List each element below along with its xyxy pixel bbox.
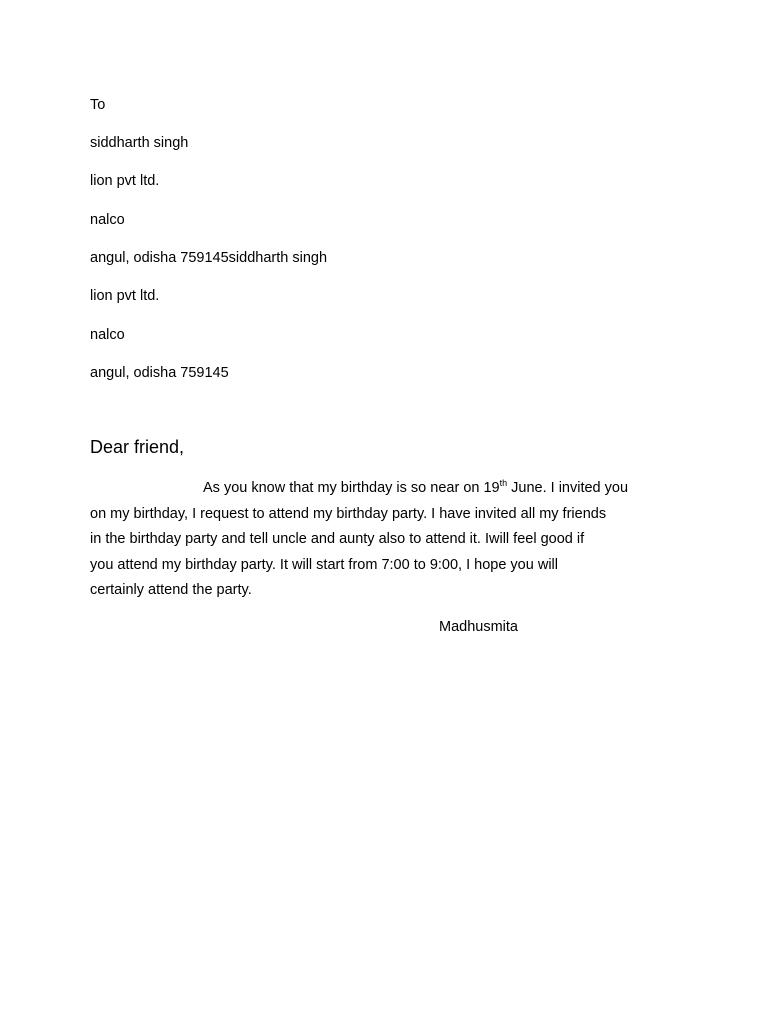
address-line-city: angul, odisha 759145siddharth singh: [90, 250, 328, 266]
address-line-area-repeat: nalco: [90, 327, 125, 343]
body-line-1-end: June. I invited you: [507, 480, 629, 496]
salutation: Dear friend,: [90, 437, 185, 457]
address-line-city-repeat: angul, odisha 759145: [90, 365, 229, 381]
body-line-1: [90, 476, 690, 502]
body-line-1-start: As you know that my birthday is so near on 19: [203, 480, 500, 496]
body-line-2: on my birthday, I request to attend my birthday party. I have invited all my friends: [90, 505, 607, 522]
ordinal-suffix: th: [499, 478, 508, 489]
address-line-company: lion pvt ltd.: [90, 173, 160, 189]
address-line-name: siddharth singh: [90, 135, 189, 151]
address-line-company-repeat: lion pvt ltd.: [90, 288, 160, 304]
signature: Madhusmita: [439, 619, 518, 635]
address-line-area: nalco: [90, 212, 125, 228]
body-line-4: you attend my birthday party. It will start from 7:00 to 9:00, I hope you will: [90, 556, 558, 573]
letter-body: [90, 476, 690, 604]
address-line-to: To: [90, 97, 106, 113]
body-line-5: certainly attend the party.: [90, 582, 252, 598]
body-line-3: in the birthday party and tell uncle and aunty also to attend it. Iwill feel good if: [90, 531, 585, 547]
